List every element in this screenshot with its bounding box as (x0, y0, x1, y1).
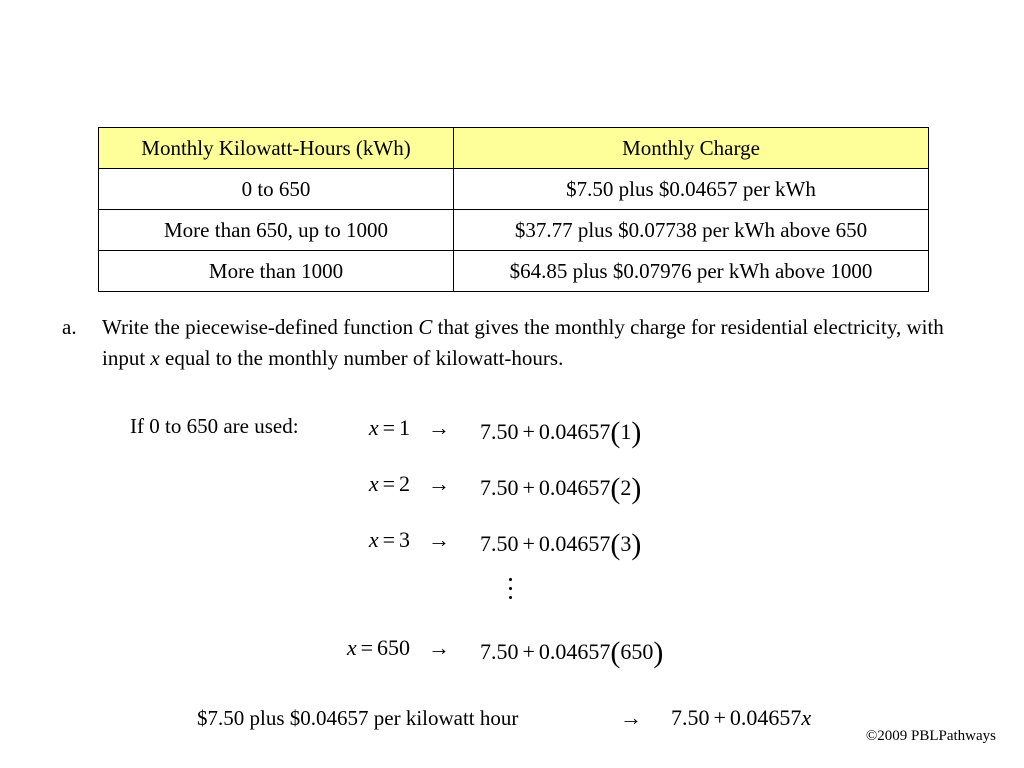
table-row (99, 251, 929, 292)
equation-row (300, 527, 720, 567)
table-cell-kwh: 0 to 650 (99, 169, 454, 210)
arrow-icon: → (428, 527, 450, 552)
arrow-icon: → (428, 471, 450, 496)
equation-lhs: x = 3 (368, 527, 410, 552)
arrow-icon: → (428, 635, 450, 660)
table-row (99, 210, 929, 251)
equation-row (300, 635, 720, 675)
table-cell-kwh: More than 1000 (99, 251, 454, 292)
question-text-part: that gives the monthly charge for residential electricity, with input (102, 315, 944, 370)
equation-row (300, 471, 720, 511)
table-header-charge: Monthly Charge (454, 128, 929, 169)
table-cell-charge: $7.50 plus $0.04657 per kWh (454, 169, 929, 210)
question-text (102, 312, 982, 374)
equation-rhs: 7.50 + 0.04657(1) (480, 416, 642, 449)
equation-lhs: x = 1 (368, 415, 410, 440)
arrow-icon: → (620, 705, 642, 730)
summary-row (197, 706, 847, 736)
summary-expression: 7.50 + 0.04657x (671, 705, 812, 730)
equation-rhs: 7.50 + 0.04657(3) (480, 528, 642, 561)
question-text-part: Write the piecewise-defined function (102, 315, 419, 339)
table-cell-charge: $37.77 plus $0.07738 per kWh above 650 (454, 210, 929, 251)
used-label: If 0 to 650 are used: (130, 414, 299, 438)
variable-x: x (150, 346, 160, 370)
vertical-ellipsis-icon (500, 578, 520, 608)
equation-lhs: x = 2 (368, 471, 410, 496)
equation-lhs: x = 650 (346, 635, 410, 660)
equation-row (300, 415, 720, 455)
table-cell-kwh: More than 650, up to 1000 (99, 210, 454, 251)
question-marker: a. (62, 315, 77, 339)
equation-rhs: 7.50 + 0.04657(650) (480, 636, 664, 669)
table-header-kwh: Monthly Kilowatt-Hours (kWh) (99, 128, 454, 169)
copyright: ©2009 PBLPathways (865, 728, 996, 744)
table-header-row (99, 128, 929, 169)
table-cell-charge: $64.85 plus $0.07976 per kWh above 1000 (454, 251, 929, 292)
arrow-icon: → (428, 415, 450, 440)
variable-c: C (418, 315, 433, 339)
table-row (99, 169, 929, 210)
equation-rhs: 7.50 + 0.04657(2) (480, 472, 642, 505)
summary-text: $7.50 plus $0.04657 per kilowatt hour (197, 706, 519, 730)
rate-table (98, 127, 929, 292)
question-text-part: equal to the monthly number of kilowatt-hours. (159, 346, 564, 370)
